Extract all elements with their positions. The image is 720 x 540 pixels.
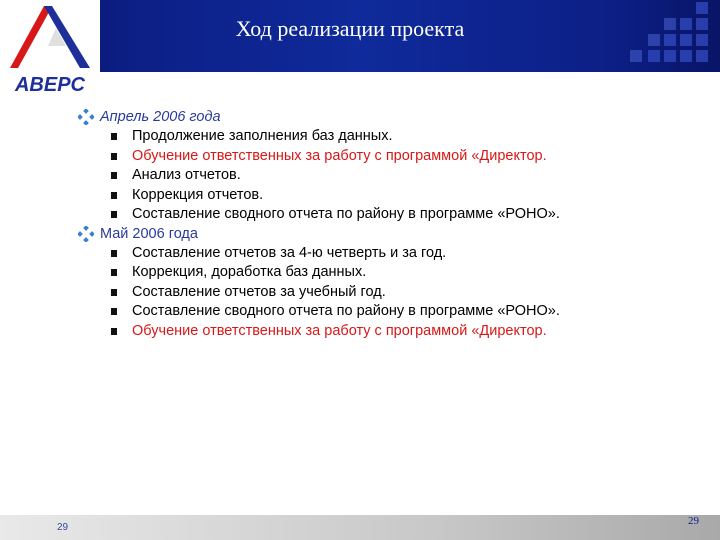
avers-logo-icon [0, 0, 100, 98]
slide-content [78, 108, 698, 341]
item-text: Составление сводного отчета по району в программе «РОНО». [132, 303, 560, 319]
task-list [78, 244, 698, 342]
list-item [78, 127, 698, 147]
list-item [78, 263, 698, 283]
list-item [78, 283, 698, 303]
list-item [78, 302, 698, 322]
item-text: Обучение ответственных за работу с программой «Директор. [132, 322, 547, 339]
page-number-left: 29 [57, 522, 69, 533]
list-item [78, 166, 698, 186]
list-item [78, 186, 698, 206]
month-heading [78, 108, 698, 127]
diamond-bullet-icon [78, 109, 94, 125]
logo-text: АВЕРС [14, 74, 86, 96]
slide-footer [0, 515, 720, 540]
square-bullet-icon [111, 211, 117, 218]
page-number-right: 29 [688, 515, 699, 527]
item-text: Составление отчетов за 4-ю четверть и за год. [132, 244, 447, 261]
item-text: Анализ отчетов. [132, 167, 241, 183]
month-heading [78, 225, 698, 244]
item-text: Обучение ответственных за работу с программой «Директор. [132, 147, 547, 164]
list-item [78, 244, 698, 264]
month-label: Апрель 2006 года [100, 109, 221, 125]
list-item [78, 205, 698, 225]
month-label: Май 2006 года [100, 225, 198, 242]
task-list [78, 127, 698, 225]
item-text: Коррекция, доработка баз данных. [132, 264, 367, 280]
list-item [78, 322, 698, 342]
item-text: Составление отчетов за учебный год. [132, 283, 386, 300]
square-bullet-icon [111, 192, 117, 199]
decorative-squares-icon [610, 0, 720, 72]
page-title: Ход реализации проекта [235, 16, 465, 41]
diamond-bullet-icon [78, 226, 94, 242]
square-bullet-icon [111, 289, 117, 296]
square-bullet-icon [111, 269, 117, 276]
square-bullet-icon [111, 133, 117, 140]
square-bullet-icon [111, 328, 117, 335]
square-bullet-icon [111, 153, 117, 160]
square-bullet-icon [111, 308, 117, 315]
square-bullet-icon [111, 172, 117, 179]
avers-logo [0, 0, 100, 98]
item-text: Коррекция отчетов. [132, 186, 264, 203]
item-text: Продолжение заполнения баз данных. [132, 128, 393, 144]
square-bullet-icon [111, 250, 117, 257]
list-item [78, 147, 698, 167]
item-text: Составление сводного отчета по району в программе «РОНО». [132, 206, 560, 222]
